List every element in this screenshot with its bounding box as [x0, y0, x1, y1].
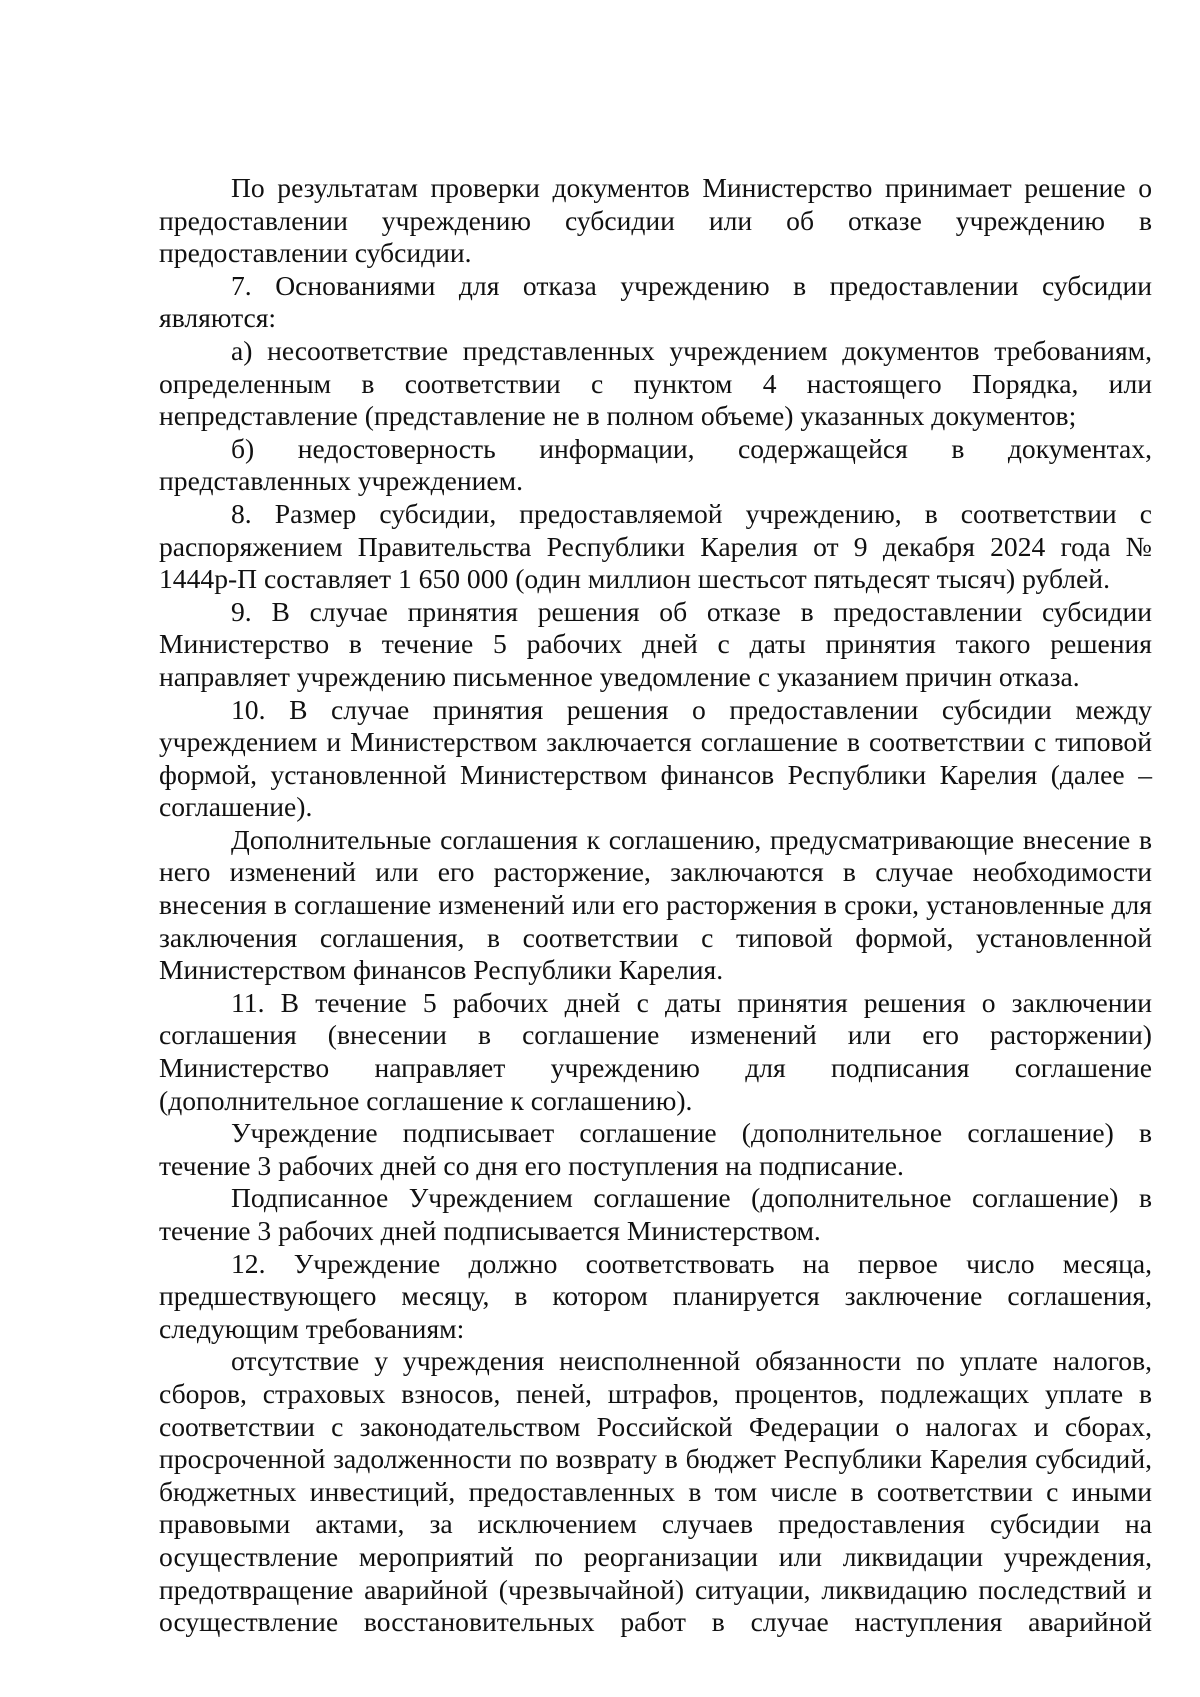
- paragraph-7a: а) несоответствие представленных учреждением документов требованиям, определенным в соответствии с пунктом 4 настоящего Порядка, или непредставление (представление не в полном объеме) указанных документов;: [159, 334, 1152, 432]
- paragraph-9-refusal-notice: 9. В случае принятия решения об отказе в предоставлении субсидии Министерство в течение 5 рабочих дней с даты принятия такого решения направляет учреждению письменное уведомление с указанием причин отказа.: [159, 595, 1152, 692]
- paragraph-institution-signs: Учреждение подписывает соглашение (дополнительное соглашение) в течение 3 рабочих дней со дня его поступления на подписание.: [159, 1117, 1152, 1181]
- paragraph-ministry-signs: Подписанное Учреждением соглашение (дополнительное соглашение) в течение 3 рабочих дней подписывается Министерством.: [159, 1182, 1152, 1246]
- paragraph-no-debt-requirement: отсутствие у учреждения неисполненной обязанности по уплате налогов, сборов, страховых взносов, пеней, штрафов, процентов, подлежащих уплате в соответствии с законодательством Российской Федерации о налогах и сборах, просроченной задолженности по возврату в бюджет Республики Карелия субсидий, бюджетных инвестиций, предоставленных в том числе в соответствии с иными правовыми актами, за исключением случаев предоставления субсидии на осуществление мероприятий по реорганизации или ликвидации учреждения, предотвращение аварийной (чрезвычайной) ситуации, ликвидацию последствий и осуществление восстановительных работ в случае наступления аварийной: [159, 1345, 1152, 1638]
- document-page: [159, 172, 1152, 1639]
- paragraph-additional-agreements: Дополнительные соглашения к соглашению, предусматривающие внесение в него изменений или его расторжение, заключаются в случае необходимости внесения в соглашение изменений или его расторжения в сроки, установленные для заключения соглашения, в соответствии с типовой формой, установленной Министерством финансов Республики Карелия.: [159, 823, 1152, 986]
- paragraph-12-requirements: 12. Учреждение должно соответствовать на первое число месяца, предшествующего месяцу, в котором планируется заключение соглашения, следующим требованиям:: [159, 1247, 1152, 1344]
- paragraph-10-agreement: 10. В случае принятия решения о предоставлении субсидии между учреждением и Министерством заключается соглашение в соответствии с типовой формой, установленной Министерством финансов Республики Карелия (далее – соглашение).: [159, 693, 1152, 823]
- paragraph-7b: б) недостоверность информации, содержащейся в документах, представленных учреждением.: [159, 432, 1152, 497]
- paragraph-7-refusal-grounds: 7. Основаниями для отказа учреждению в предоставлении субсидии являются:: [159, 269, 1152, 334]
- paragraph-8-subsidy-amount: 8. Размер субсидии, предоставляемой учреждению, в соответствии с распоряжением Правительства Республики Карелия от 9 декабря 2024 года № 1444р-П составляет 1 650 000 (один миллион шестьсот пятьдесят тысяч) рублей.: [159, 497, 1152, 595]
- paragraph-decision: По результатам проверки документов Министерство принимает решение о предоставлении учреждению субсидии или об отказе учреждению в предоставлении субсидии.: [159, 172, 1152, 269]
- paragraph-11-signing: 11. В течение 5 рабочих дней с даты принятия решения о заключении соглашения (внесении в соглашение изменений или его расторжении) Министерство направляет учреждению для подписания соглашение (дополнительное соглашение к соглашению).: [159, 986, 1152, 1116]
